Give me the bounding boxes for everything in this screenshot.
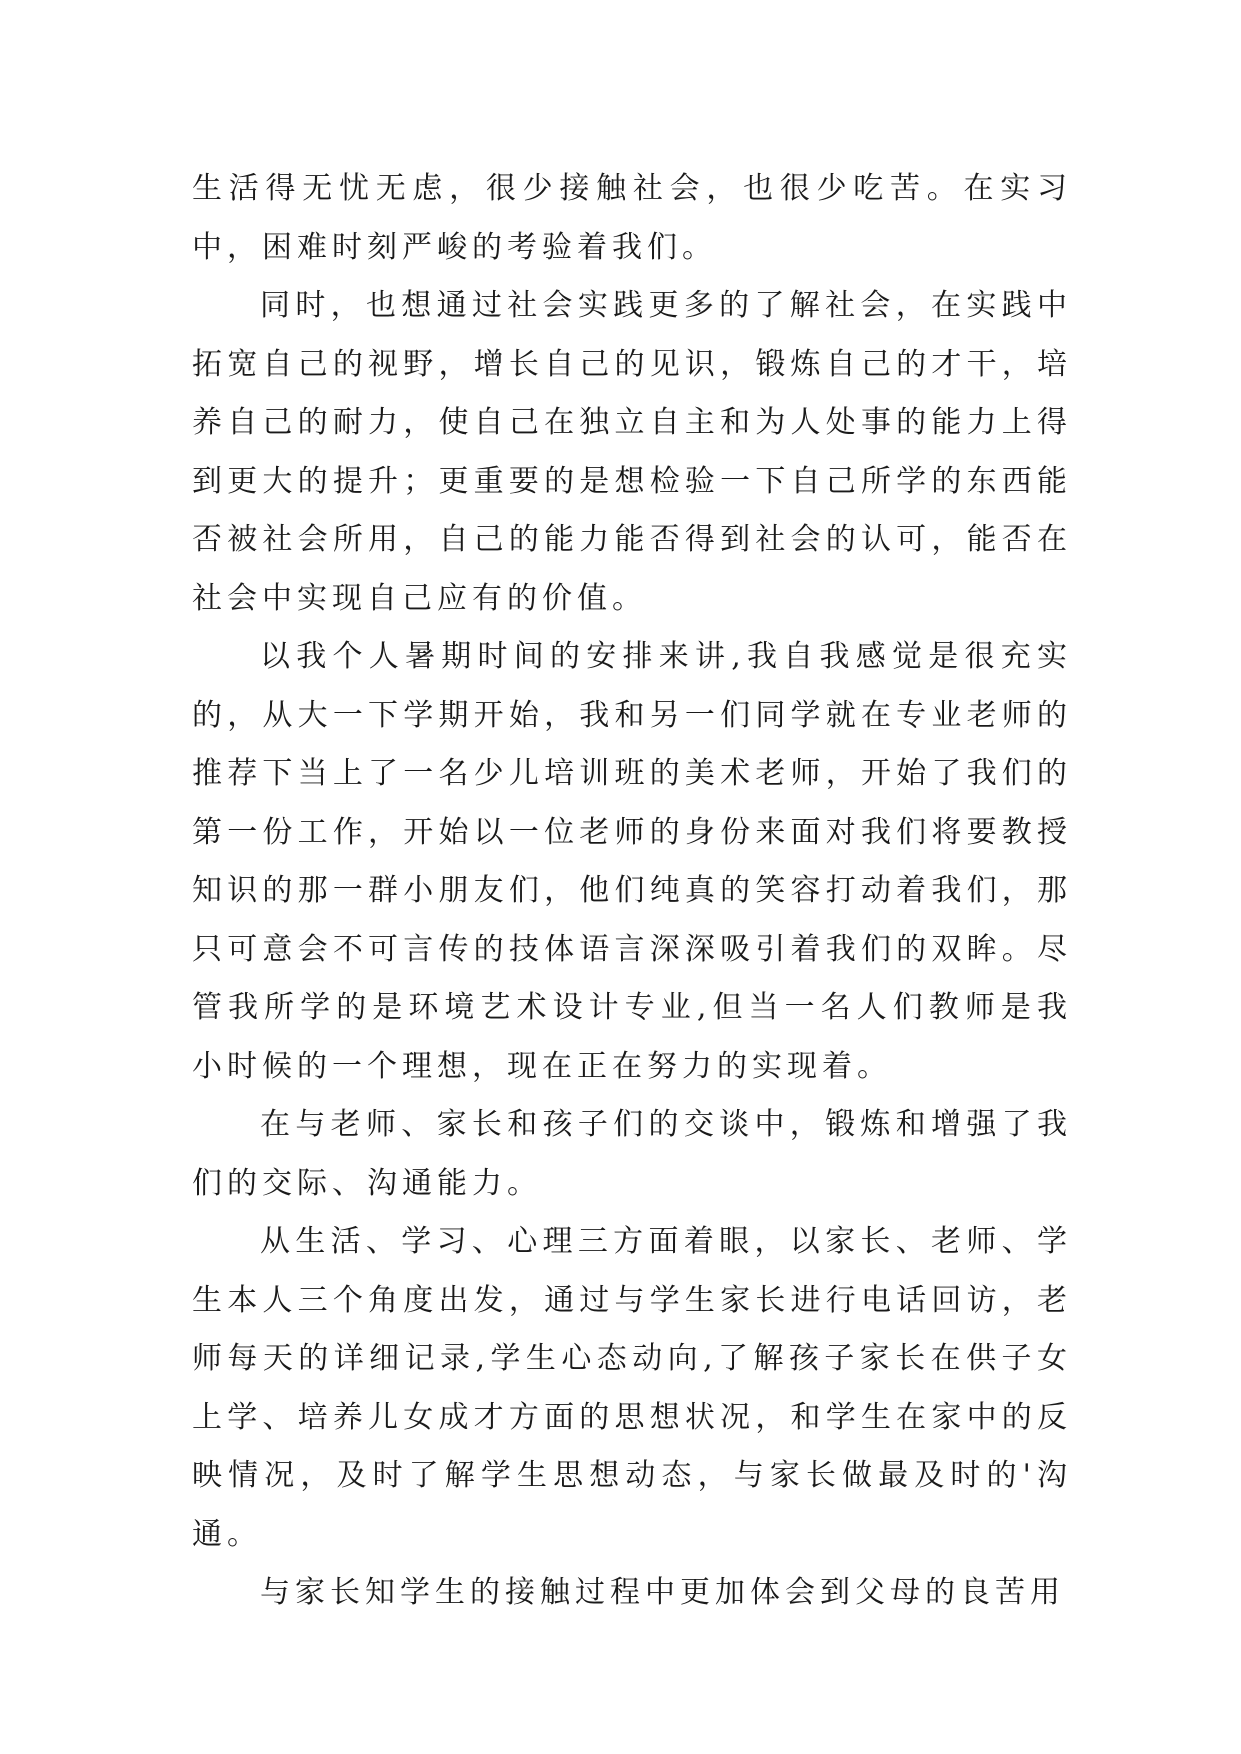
paragraph-2: 同时，也想通过社会实践更多的了解社会，在实践中拓宽自己的视野，增长自己的见识，锻炼自己的才干，培养自己的耐力，使自己在独立自主和为人处事的能力上得到更大的提升；更重要的是想检验一下自己所学的东西能否被社会所用，自己的能力能否得到社会的认可，能否在社会中实现自己应有的价值。 xyxy=(192,288,1072,616)
paragraph-6: 与家长知学生的接触过程中更加体会到父母的良苦用 xyxy=(260,1575,1065,1610)
paragraph-3: 以我个人暑期时间的安排来讲,我自我感觉是很充实的，从大一下学期开始，我和另一们同学就在专业老师的推荐下当上了一名少儿培训班的美术老师，开始了我们的第一份工作，开始以一位老师的身份来面对我们将要教授知识的那一群小朋友们，他们纯真的笑容打动着我们，那只可意会不可言传的技体语言深深吸引着我们的双眸。尽管我所学的是环境艺术设计专业,但当一名人们教师是我小时候的一个理想，现在正在努力的实现着。 xyxy=(192,639,1072,1084)
paragraph-1: 生活得无忧无虑，很少接触社会，也很少吃苦。在实习中，困难时刻严峻的考验着我们。 xyxy=(192,171,1072,265)
document-body xyxy=(192,160,1072,1623)
paragraph-4: 在与老师、家长和孩子们的交谈中，锻炼和增强了我们的交际、沟通能力。 xyxy=(192,1107,1072,1201)
paragraph-5: 从生活、学习、心理三方面着眼，以家长、老师、学生本人三个角度出发，通过与学生家长进行电话回访，老师每天的详细记录,学生心态动向,了解孩子家长在供子女上学、培养儿女成才方面的思想状况，和学生在家中的反映情况，及时了解学生思想动态，与家长做最及时的'沟通。 xyxy=(192,1224,1072,1552)
